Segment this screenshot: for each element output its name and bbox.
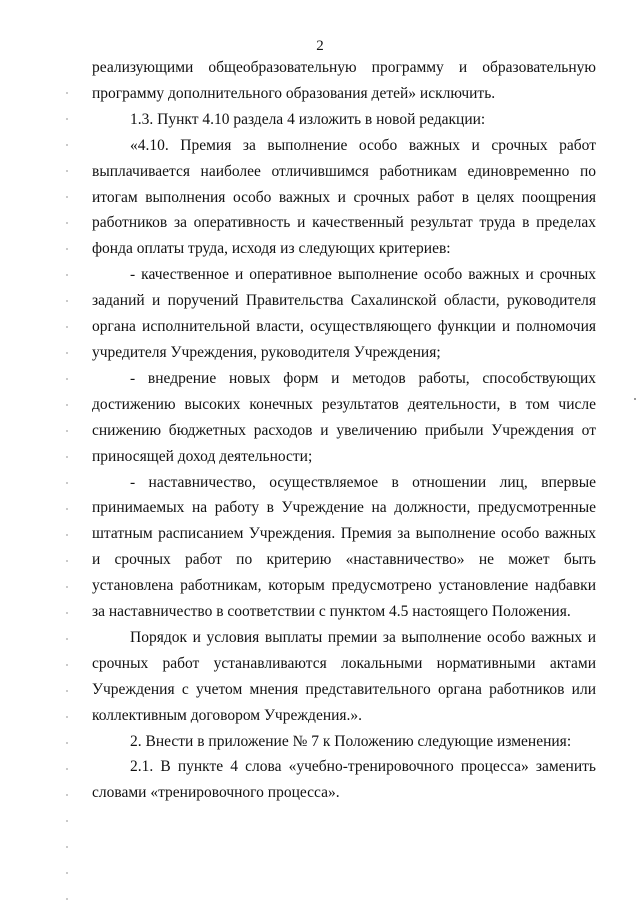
paragraph-procedure: Порядок и условия выплаты премии за выполнение особо важных и срочных работ устанавливаются локальными нормативными актами Учреждения с учетом мнения представительного органа работников или коллективным договором Учреждения.».: [92, 628, 596, 724]
right-margin-mark: [634, 398, 636, 400]
paragraph-criterion-3: - наставничество, осуществляемое в отношении лиц, впервые принимаемых на работу в Учреждение на должности, предусмотренные штатным расписанием Учреждения. Премия за выполнение особо важных и срочных работ по критерию «наставничество» не может быть установлена работникам, которым предусмотрено установление надбавки за наставничество в соответствии с пунктом 4.5 настоящего Положения.: [92, 473, 596, 621]
paragraph-item-1-3: 1.3. Пункт 4.10 раздела 4 изложить в новой редакции:: [130, 110, 486, 128]
paragraph-item-2-1: 2.1. В пункте 4 слова «учебно-тренировочного процесса» заменить словами «тренировочного процесса».: [92, 758, 596, 802]
paragraph-continuation: реализующими общеобразовательную программу и образовательную программу дополнительного образования детей» исключить.: [92, 59, 596, 102]
paragraph-item-4-10: «4.10. Премия за выполнение особо важных и срочных работ выплачивается наиболее отличившимся работникам единовременно по итогам выполнения особо важных и срочных работ в целях поощрения работников за оперативность и качественный результат труда в пределах фонда оплаты труда, исходя из следующих критериев:: [92, 136, 596, 258]
paragraph-criterion-1: - качественное и оперативное выполнение особо важных и срочных заданий и поручений Правительства Сахалинской области, руководителя органа исполнительной власти, осуществляющего функции и полномочия учредителя Учреждения, руководителя Учреждения;: [92, 266, 596, 361]
document-body: [92, 55, 596, 806]
margin-dots: [66, 80, 68, 900]
page-number: 2: [316, 38, 324, 54]
paragraph-criterion-2: - внедрение новых форм и методов работы, способствующих достижению высоких конечных результатов деятельности, в том числе снижению бюджетных расходов и увеличению прибыли Учреждения от приносящей доход деятельности;: [92, 369, 596, 465]
paragraph-item-2: 2. Внести в приложение № 7 к Положению следующие изменения:: [130, 732, 572, 750]
